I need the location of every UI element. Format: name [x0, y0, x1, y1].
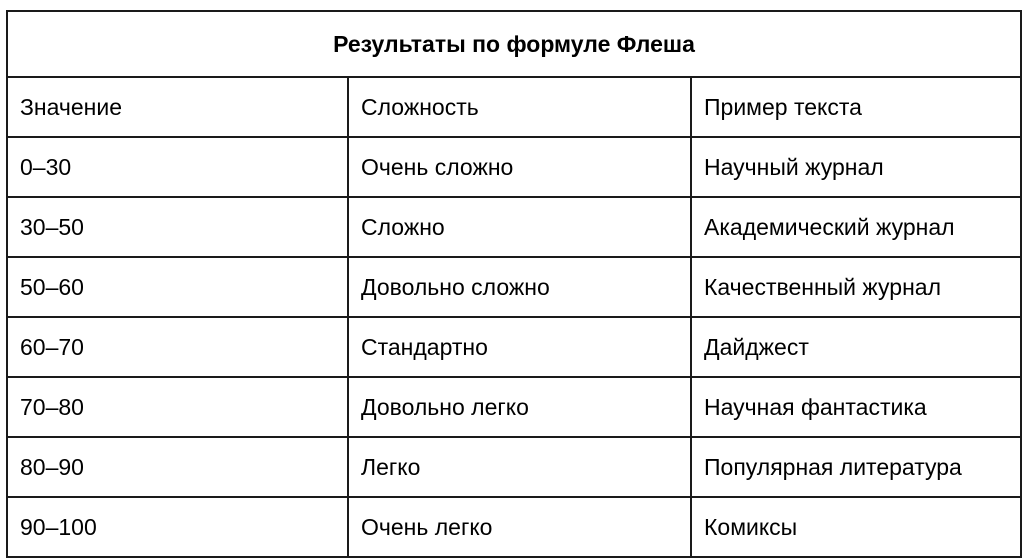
table-cell-example: Академический журнал	[691, 197, 1021, 257]
table-cell-difficulty: Очень сложно	[348, 137, 691, 197]
flesch-results-table-container	[6, 10, 1022, 558]
table-row	[7, 137, 1021, 197]
table-cell-value: 50–60	[7, 257, 348, 317]
table-cell-difficulty: Довольно сложно	[348, 257, 691, 317]
table-cell-value: 60–70	[7, 317, 348, 377]
table-cell-difficulty: Стандартно	[348, 317, 691, 377]
table-cell-difficulty: Очень легко	[348, 497, 691, 557]
table-cell-value: 30–50	[7, 197, 348, 257]
table-title: Результаты по формуле Флеша	[7, 11, 1021, 77]
table-cell-difficulty: Легко	[348, 437, 691, 497]
flesch-results-table	[6, 10, 1022, 558]
table-title-row	[7, 11, 1021, 77]
table-row	[7, 377, 1021, 437]
table-cell-value: 90–100	[7, 497, 348, 557]
table-cell-value: 70–80	[7, 377, 348, 437]
table-cell-value: 80–90	[7, 437, 348, 497]
table-cell-value: 0–30	[7, 137, 348, 197]
table-row	[7, 497, 1021, 557]
table-row	[7, 317, 1021, 377]
column-header-example: Пример текста	[691, 77, 1021, 137]
table-cell-example: Комиксы	[691, 497, 1021, 557]
table-cell-example: Научная фантастика	[691, 377, 1021, 437]
table-row	[7, 437, 1021, 497]
table-cell-example: Дайджест	[691, 317, 1021, 377]
table-cell-example: Качественный журнал	[691, 257, 1021, 317]
column-header-difficulty: Сложность	[348, 77, 691, 137]
table-row	[7, 197, 1021, 257]
column-header-value: Значение	[7, 77, 348, 137]
table-row	[7, 257, 1021, 317]
table-header-row	[7, 77, 1021, 137]
table-cell-example: Научный журнал	[691, 137, 1021, 197]
table-cell-difficulty: Сложно	[348, 197, 691, 257]
table-cell-difficulty: Довольно легко	[348, 377, 691, 437]
table-cell-example: Популярная литература	[691, 437, 1021, 497]
